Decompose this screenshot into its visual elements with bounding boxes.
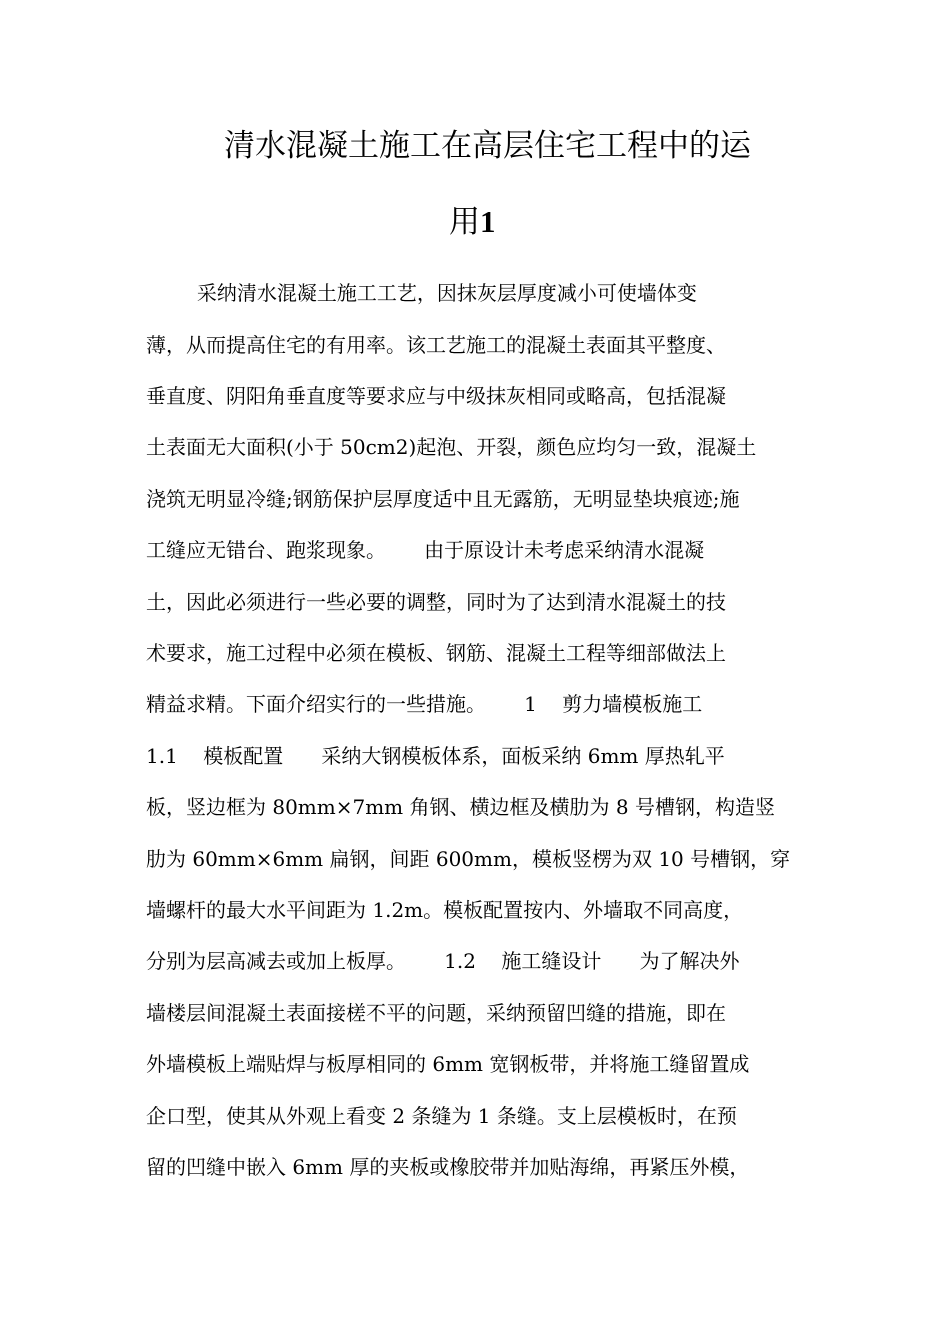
body-line: 墙楼层间混凝土表面接槎不平的问题，采纳预留凹缝的措施，即在 <box>146 1001 726 1025</box>
body-line: 工缝应无错台、跑浆现象。 由于原设计未考虑采纳清水混凝 <box>146 538 705 562</box>
body-line: 浇筑无明显冷缝;钢筋保护层厚度适中且无露筋，无明显垫块痕迹;施 <box>146 487 740 511</box>
body-line: 土表面无大面积(小于 50cm2)起泡、开裂，颜色应均匀一致，混凝土 <box>146 435 757 459</box>
body-line: 肋为 60mm×6mm 扁钢，间距 600mm，模板竖楞为双 10 号槽钢，穿 <box>146 847 791 871</box>
title-number: 1 <box>480 204 496 239</box>
body-line: 采纳清水混凝土施工工艺，因抹灰层厚度减小可使墙体变 <box>146 281 697 305</box>
body-line: 留的凹缝中嵌入 6mm 厚的夹板或橡胶带并加贴海绵，再紧压外模， <box>146 1155 750 1179</box>
title-text: 用 <box>449 204 480 240</box>
body-line: 垂直度、阴阳角垂直度等要求应与中级抹灰相同或略高，包括混凝 <box>146 384 726 408</box>
body-line: 板，竖边框为 80mm×7mm 角钢、横边框及横肋为 8 号槽钢，构造竖 <box>146 795 775 819</box>
body-line: 企口型，使其从外观上看变 2 条缝为 1 条缝。支上层模板时，在预 <box>146 1104 737 1128</box>
body-line: 1.1 模板配置 采纳大钢模板体系，面板采纳 6mm 厚热轧平 <box>146 744 725 768</box>
document-title-line-2 <box>449 202 496 242</box>
body-line: 术要求，施工过程中必须在模板、钢筋、混凝土工程等细部做法上 <box>146 641 726 665</box>
body-line: 薄，从而提高住宅的有用率。该工艺施工的混凝土表面其平整度、 <box>146 333 726 357</box>
body-line: 墙螺杆的最大水平间距为 1.2m。模板配置按内、外墙取不同高度， <box>146 898 744 922</box>
body-line: 外墙模板上端贴焊与板厚相同的 6mm 宽钢板带，并将施工缝留置成 <box>146 1052 750 1076</box>
body-line: 土，因此必须进行一些必要的调整，同时为了达到清水混凝土的技 <box>146 590 726 614</box>
body-line: 精益求精。下面介绍实行的一些措施。 1 剪力墙模板施工 <box>146 692 703 716</box>
document-title-line-1: 清水混凝土施工在高层住宅工程中的运 <box>224 128 751 164</box>
body-line: 分别为层高减去或加上板厚。 1.2 施工缝设计 为了解决外 <box>146 949 740 973</box>
